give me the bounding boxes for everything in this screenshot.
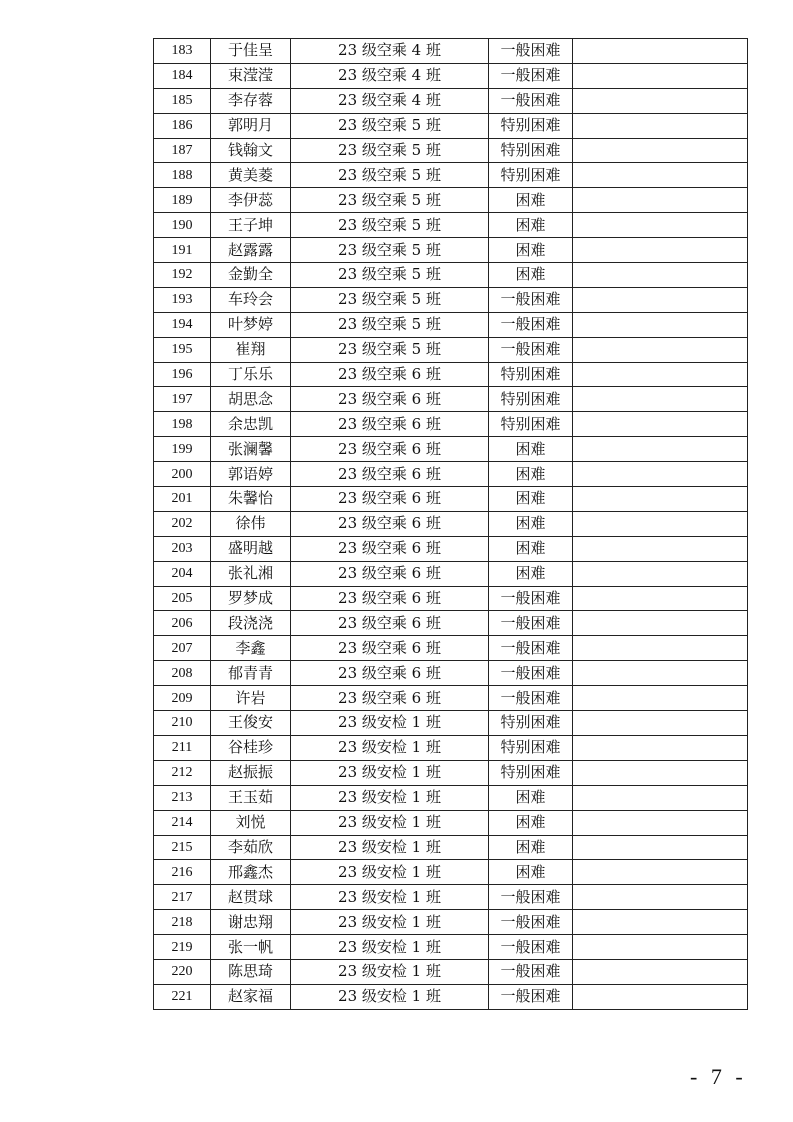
student-name: 邢鑫杰 xyxy=(211,860,291,885)
row-number: 189 xyxy=(154,188,211,213)
student-name: 谷桂珍 xyxy=(211,735,291,760)
table-row xyxy=(154,362,748,387)
table-row xyxy=(154,661,748,686)
row-number: 194 xyxy=(154,312,211,337)
class-name: 23 级空乘 5 班 xyxy=(291,138,489,163)
difficulty-level: 特别困难 xyxy=(489,711,573,736)
remarks xyxy=(573,735,748,760)
difficulty-level: 一般困难 xyxy=(489,636,573,661)
row-number: 188 xyxy=(154,163,211,188)
difficulty-level: 一般困难 xyxy=(489,586,573,611)
row-number: 210 xyxy=(154,711,211,736)
table-row xyxy=(154,760,748,785)
student-name: 黄美菱 xyxy=(211,163,291,188)
class-name: 23 级空乘 6 班 xyxy=(291,611,489,636)
difficulty-level: 一般困难 xyxy=(489,611,573,636)
row-number: 205 xyxy=(154,586,211,611)
student-name: 许岩 xyxy=(211,686,291,711)
class-name: 23 级安检 1 班 xyxy=(291,760,489,785)
remarks xyxy=(573,362,748,387)
remarks xyxy=(573,686,748,711)
class-name: 23 级安检 1 班 xyxy=(291,935,489,960)
student-name: 盛明越 xyxy=(211,536,291,561)
table-row xyxy=(154,885,748,910)
student-name: 赵贯球 xyxy=(211,885,291,910)
table-row xyxy=(154,238,748,263)
row-number: 196 xyxy=(154,362,211,387)
remarks xyxy=(573,138,748,163)
difficulty-level: 一般困难 xyxy=(489,984,573,1009)
table-row xyxy=(154,511,748,536)
student-name: 丁乐乐 xyxy=(211,362,291,387)
row-number: 208 xyxy=(154,661,211,686)
student-name: 段浇浇 xyxy=(211,611,291,636)
remarks xyxy=(573,810,748,835)
table-row xyxy=(154,287,748,312)
row-number: 186 xyxy=(154,113,211,138)
class-name: 23 级空乘 5 班 xyxy=(291,263,489,288)
difficulty-level: 一般困难 xyxy=(489,959,573,984)
student-name: 王子坤 xyxy=(211,213,291,238)
row-number: 216 xyxy=(154,860,211,885)
table-row xyxy=(154,88,748,113)
difficulty-level: 一般困难 xyxy=(489,287,573,312)
remarks xyxy=(573,487,748,512)
remarks xyxy=(573,163,748,188)
class-name: 23 级安检 1 班 xyxy=(291,711,489,736)
class-name: 23 级空乘 6 班 xyxy=(291,362,489,387)
remarks xyxy=(573,312,748,337)
row-number: 187 xyxy=(154,138,211,163)
remarks xyxy=(573,860,748,885)
difficulty-level: 困难 xyxy=(489,263,573,288)
row-number: 207 xyxy=(154,636,211,661)
table-row xyxy=(154,412,748,437)
row-number: 213 xyxy=(154,785,211,810)
table-row xyxy=(154,611,748,636)
remarks xyxy=(573,611,748,636)
student-name: 张一帆 xyxy=(211,935,291,960)
table-row xyxy=(154,39,748,64)
class-name: 23 级安检 1 班 xyxy=(291,910,489,935)
table-row xyxy=(154,711,748,736)
difficulty-level: 特别困难 xyxy=(489,412,573,437)
class-name: 23 级安检 1 班 xyxy=(291,835,489,860)
table-row xyxy=(154,213,748,238)
class-name: 23 级空乘 5 班 xyxy=(291,238,489,263)
table-row xyxy=(154,910,748,935)
row-number: 197 xyxy=(154,387,211,412)
student-name: 张澜馨 xyxy=(211,437,291,462)
row-number: 201 xyxy=(154,487,211,512)
student-name: 陈思琦 xyxy=(211,959,291,984)
class-name: 23 级空乘 6 班 xyxy=(291,561,489,586)
student-name: 崔翔 xyxy=(211,337,291,362)
table-row xyxy=(154,810,748,835)
table-row xyxy=(154,188,748,213)
table-row xyxy=(154,138,748,163)
student-name: 赵振振 xyxy=(211,760,291,785)
remarks xyxy=(573,511,748,536)
class-name: 23 级安检 1 班 xyxy=(291,885,489,910)
difficulty-level: 一般困难 xyxy=(489,312,573,337)
difficulty-level: 特别困难 xyxy=(489,138,573,163)
class-name: 23 级空乘 4 班 xyxy=(291,63,489,88)
student-name: 胡思念 xyxy=(211,387,291,412)
remarks xyxy=(573,959,748,984)
row-number: 221 xyxy=(154,984,211,1009)
table-row xyxy=(154,63,748,88)
difficulty-level: 一般困难 xyxy=(489,885,573,910)
row-number: 199 xyxy=(154,437,211,462)
row-number: 220 xyxy=(154,959,211,984)
row-number: 218 xyxy=(154,910,211,935)
row-number: 214 xyxy=(154,810,211,835)
class-name: 23 级安检 1 班 xyxy=(291,860,489,885)
student-name: 叶梦婷 xyxy=(211,312,291,337)
difficulty-level: 困难 xyxy=(489,835,573,860)
class-name: 23 级空乘 4 班 xyxy=(291,88,489,113)
student-name: 李茹欣 xyxy=(211,835,291,860)
student-name: 于佳呈 xyxy=(211,39,291,64)
class-name: 23 级空乘 5 班 xyxy=(291,287,489,312)
class-name: 23 级安检 1 班 xyxy=(291,959,489,984)
table-row xyxy=(154,561,748,586)
difficulty-level: 特别困难 xyxy=(489,362,573,387)
class-name: 23 级安检 1 班 xyxy=(291,785,489,810)
remarks xyxy=(573,39,748,64)
row-number: 211 xyxy=(154,735,211,760)
difficulty-level: 困难 xyxy=(489,536,573,561)
remarks xyxy=(573,462,748,487)
class-name: 23 级空乘 6 班 xyxy=(291,636,489,661)
class-name: 23 级空乘 5 班 xyxy=(291,113,489,138)
difficulty-level: 困难 xyxy=(489,188,573,213)
student-name: 李伊蕊 xyxy=(211,188,291,213)
class-name: 23 级空乘 6 班 xyxy=(291,536,489,561)
student-name: 钱翰文 xyxy=(211,138,291,163)
table-row xyxy=(154,935,748,960)
row-number: 191 xyxy=(154,238,211,263)
class-name: 23 级空乘 5 班 xyxy=(291,337,489,362)
class-name: 23 级空乘 6 班 xyxy=(291,686,489,711)
class-name: 23 级安检 1 班 xyxy=(291,810,489,835)
remarks xyxy=(573,760,748,785)
row-number: 203 xyxy=(154,536,211,561)
remarks xyxy=(573,63,748,88)
table-body xyxy=(154,39,748,1010)
row-number: 212 xyxy=(154,760,211,785)
class-name: 23 级安检 1 班 xyxy=(291,984,489,1009)
class-name: 23 级安检 1 班 xyxy=(291,735,489,760)
difficulty-level: 特别困难 xyxy=(489,113,573,138)
difficulty-level: 一般困难 xyxy=(489,910,573,935)
row-number: 200 xyxy=(154,462,211,487)
table-row xyxy=(154,785,748,810)
remarks xyxy=(573,636,748,661)
remarks xyxy=(573,536,748,561)
remarks xyxy=(573,835,748,860)
difficulty-level: 困难 xyxy=(489,860,573,885)
row-number: 183 xyxy=(154,39,211,64)
difficulty-level: 一般困难 xyxy=(489,661,573,686)
student-table xyxy=(153,38,748,1010)
class-name: 23 级空乘 6 班 xyxy=(291,586,489,611)
student-name: 束滢滢 xyxy=(211,63,291,88)
remarks xyxy=(573,113,748,138)
table-row xyxy=(154,735,748,760)
row-number: 217 xyxy=(154,885,211,910)
remarks xyxy=(573,88,748,113)
student-name: 徐伟 xyxy=(211,511,291,536)
difficulty-level: 特别困难 xyxy=(489,387,573,412)
difficulty-level: 一般困难 xyxy=(489,337,573,362)
difficulty-level: 困难 xyxy=(489,238,573,263)
row-number: 190 xyxy=(154,213,211,238)
class-name: 23 级空乘 6 班 xyxy=(291,387,489,412)
table-row xyxy=(154,263,748,288)
student-name: 金勤全 xyxy=(211,263,291,288)
student-name: 罗梦成 xyxy=(211,586,291,611)
table-row xyxy=(154,337,748,362)
remarks xyxy=(573,437,748,462)
student-name: 车玲会 xyxy=(211,287,291,312)
table-row xyxy=(154,586,748,611)
class-name: 23 级空乘 6 班 xyxy=(291,462,489,487)
student-name: 赵露露 xyxy=(211,238,291,263)
remarks xyxy=(573,337,748,362)
table-row xyxy=(154,312,748,337)
difficulty-level: 困难 xyxy=(489,785,573,810)
difficulty-level: 困难 xyxy=(489,511,573,536)
difficulty-level: 特别困难 xyxy=(489,760,573,785)
difficulty-level: 困难 xyxy=(489,561,573,586)
student-name: 李鑫 xyxy=(211,636,291,661)
student-name: 王玉茹 xyxy=(211,785,291,810)
remarks xyxy=(573,910,748,935)
remarks xyxy=(573,238,748,263)
row-number: 206 xyxy=(154,611,211,636)
student-name: 郭明月 xyxy=(211,113,291,138)
difficulty-level: 特别困难 xyxy=(489,163,573,188)
remarks xyxy=(573,561,748,586)
row-number: 185 xyxy=(154,88,211,113)
class-name: 23 级空乘 6 班 xyxy=(291,487,489,512)
remarks xyxy=(573,661,748,686)
student-name: 李存蓉 xyxy=(211,88,291,113)
table-row xyxy=(154,536,748,561)
row-number: 219 xyxy=(154,935,211,960)
remarks xyxy=(573,412,748,437)
student-name: 刘悦 xyxy=(211,810,291,835)
difficulty-level: 一般困难 xyxy=(489,63,573,88)
row-number: 215 xyxy=(154,835,211,860)
remarks xyxy=(573,711,748,736)
table-row xyxy=(154,835,748,860)
difficulty-level: 困难 xyxy=(489,462,573,487)
difficulty-level: 一般困难 xyxy=(489,935,573,960)
student-name: 王俊安 xyxy=(211,711,291,736)
remarks xyxy=(573,885,748,910)
student-name: 张礼湘 xyxy=(211,561,291,586)
class-name: 23 级空乘 4 班 xyxy=(291,39,489,64)
remarks xyxy=(573,935,748,960)
class-name: 23 级空乘 6 班 xyxy=(291,412,489,437)
table-row xyxy=(154,163,748,188)
remarks xyxy=(573,188,748,213)
table-row xyxy=(154,984,748,1009)
difficulty-level: 一般困难 xyxy=(489,686,573,711)
page-number: - 7 - xyxy=(690,1064,747,1089)
class-name: 23 级空乘 6 班 xyxy=(291,511,489,536)
remarks xyxy=(573,387,748,412)
row-number: 193 xyxy=(154,287,211,312)
class-name: 23 级空乘 5 班 xyxy=(291,188,489,213)
row-number: 195 xyxy=(154,337,211,362)
row-number: 198 xyxy=(154,412,211,437)
remarks xyxy=(573,263,748,288)
class-name: 23 级空乘 6 班 xyxy=(291,437,489,462)
remarks xyxy=(573,287,748,312)
table-row xyxy=(154,387,748,412)
class-name: 23 级空乘 6 班 xyxy=(291,661,489,686)
row-number: 184 xyxy=(154,63,211,88)
student-name: 郁青青 xyxy=(211,661,291,686)
difficulty-level: 困难 xyxy=(489,213,573,238)
table-row xyxy=(154,686,748,711)
remarks xyxy=(573,213,748,238)
row-number: 209 xyxy=(154,686,211,711)
difficulty-level: 困难 xyxy=(489,437,573,462)
difficulty-level: 一般困难 xyxy=(489,39,573,64)
table-row xyxy=(154,437,748,462)
student-name: 赵家福 xyxy=(211,984,291,1009)
difficulty-level: 困难 xyxy=(489,487,573,512)
table-row xyxy=(154,113,748,138)
difficulty-level: 特别困难 xyxy=(489,735,573,760)
class-name: 23 级空乘 5 班 xyxy=(291,163,489,188)
remarks xyxy=(573,984,748,1009)
table-row xyxy=(154,636,748,661)
table-row xyxy=(154,462,748,487)
table-row xyxy=(154,959,748,984)
difficulty-level: 一般困难 xyxy=(489,88,573,113)
class-name: 23 级空乘 5 班 xyxy=(291,312,489,337)
student-name: 谢忠翔 xyxy=(211,910,291,935)
row-number: 202 xyxy=(154,511,211,536)
student-name: 朱馨怡 xyxy=(211,487,291,512)
row-number: 204 xyxy=(154,561,211,586)
remarks xyxy=(573,785,748,810)
student-name: 余忠凯 xyxy=(211,412,291,437)
row-number: 192 xyxy=(154,263,211,288)
difficulty-level: 困难 xyxy=(489,810,573,835)
student-name: 郭语婷 xyxy=(211,462,291,487)
table-row xyxy=(154,860,748,885)
class-name: 23 级空乘 5 班 xyxy=(291,213,489,238)
remarks xyxy=(573,586,748,611)
table-row xyxy=(154,487,748,512)
